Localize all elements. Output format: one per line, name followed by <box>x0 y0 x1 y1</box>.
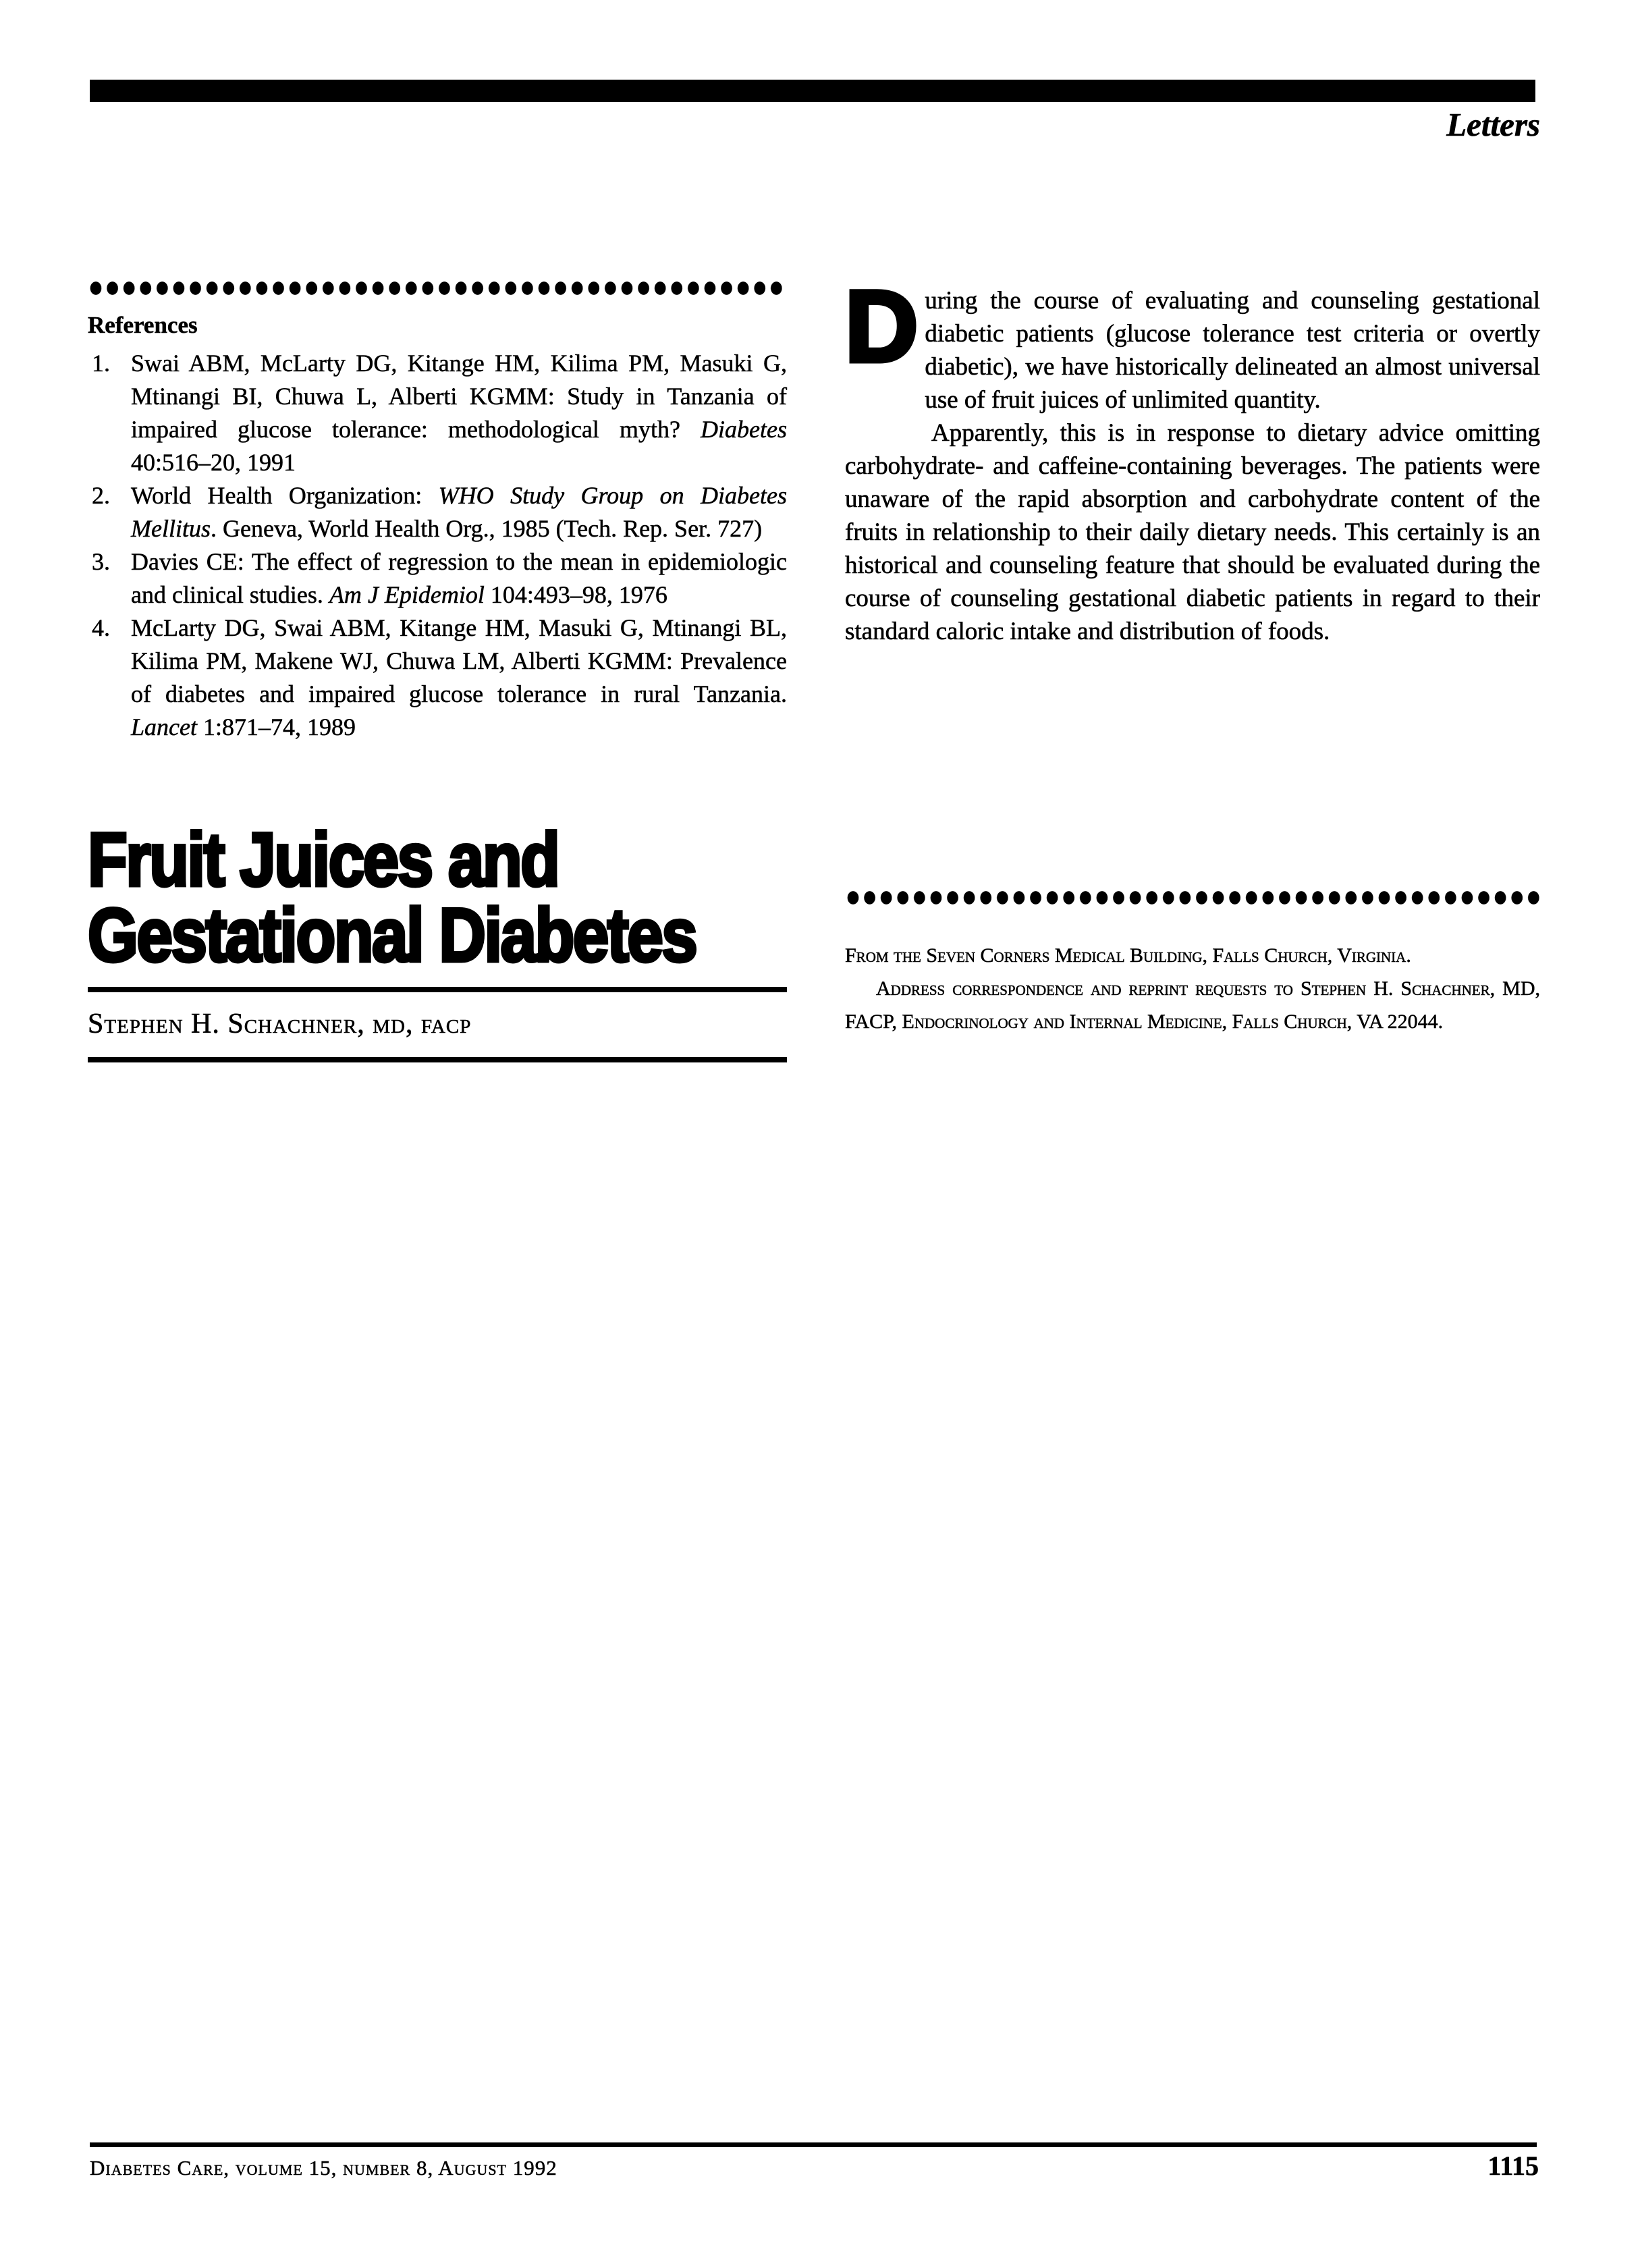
reference-item <box>88 545 787 612</box>
reference-list <box>88 347 787 744</box>
reference-text: World Health Organization: <box>131 482 439 509</box>
references-heading: References <box>88 312 198 338</box>
reference-journal-name: Diabetes <box>701 416 787 443</box>
dropcap-letter: D <box>845 269 919 383</box>
footer-journal-line: Diabetes Care, volume 15, number 8, August 1992 <box>90 2156 557 2180</box>
author-byline: Stephen H. Schachner, md, facp <box>88 1008 472 1040</box>
reference-number: 2. <box>92 482 110 509</box>
reference-number: 3. <box>92 548 110 575</box>
rule-under-author <box>88 1057 787 1062</box>
rule-under-title <box>88 987 787 992</box>
reference-text: 40:516–20, 1991 <box>131 449 296 476</box>
reference-journal-name: WHO Study Group on Diabetes Mellitus <box>131 482 787 542</box>
reference-text: 1:871–74, 1989 <box>196 713 356 740</box>
footer-page-number: 1115 <box>1487 2151 1539 2181</box>
reference-text: . Geneva, World Health Org., 1985 (Tech. Rep. Ser. 727) <box>210 515 763 542</box>
reference-item <box>88 612 787 744</box>
letter-paragraph-1 <box>845 269 1540 416</box>
affiliation-source-line: From the Seven Corners Medical Building, Falls Church, Virginia. <box>845 944 1411 967</box>
affiliation-correspondence-line: Address correspondence and reprint requests to Stephen H. Schachner, MD, FACP, Endocrinology and Internal Medicine, Falls Church, VA 22044. <box>845 977 1540 1033</box>
letter-paragraph-1-text: uring the course of evaluating and counseling gestational diabetic patients (glucose tolerance test criteria or overtly diabetic), we have historically delineated an almost universal use of fruit juices of unlimited quantity. <box>925 287 1540 414</box>
reference-number: 1. <box>92 350 110 377</box>
reference-text: Davies CE: The effect of regression to the mean in epidemiologic and clinical studies. <box>131 548 787 608</box>
letter-body-column <box>845 269 1540 648</box>
reference-text: McLarty DG, Swai ABM, Kitange HM, Masuki G, Mtinangi BL, Kilima PM, Makene WJ, Chuwa LM, Alberti KGMM: Prevalence of diabetes and impaired glucose tolerance in rural Tanzania. <box>131 614 787 707</box>
running-head-section-label: Letters <box>1446 106 1540 143</box>
reference-text: Swai ABM, McLarty DG, Kitange HM, Kilima PM, Masuki G, Mtinangi BI, Chuwa L, Alberti KGMM: Study in Tanzania of impaired glucose tolerance: methodological myth? <box>131 350 787 443</box>
letter-title-block <box>88 817 787 1062</box>
letter-title-line-2: Gestational Diabetes <box>88 893 696 977</box>
footer <box>90 2150 1539 2182</box>
reference-journal-name: Am J Epidemiol <box>329 581 485 608</box>
header-bar <box>90 80 1535 102</box>
footer-rule <box>90 2142 1537 2147</box>
reference-item <box>88 479 787 545</box>
reference-text: 104:493–98, 1976 <box>484 581 667 608</box>
reference-number: 4. <box>92 614 110 641</box>
reference-journal-name: Lancet <box>131 713 197 740</box>
reference-item <box>88 347 787 479</box>
dotted-separator-affiliation <box>845 890 1540 905</box>
letter-title-line-1: Fruit Juices and <box>88 817 559 902</box>
references-column <box>88 281 787 744</box>
dotted-separator-references <box>88 281 787 296</box>
letter-paragraph-2: Apparently, this is in response to dietary advice omitting carbohydrate- and caffeine-containing beverages. The patients were unaware of the rapid absorption and carbohydrate content of the fruits in relationship to their daily dietary needs. This certainly is an historical and counseling feature that should be evaluated during the course of counseling gestational diabetic patients in regard to their standard caloric intake and distribution of foods. <box>845 419 1540 645</box>
affiliation-block <box>845 890 1540 1038</box>
